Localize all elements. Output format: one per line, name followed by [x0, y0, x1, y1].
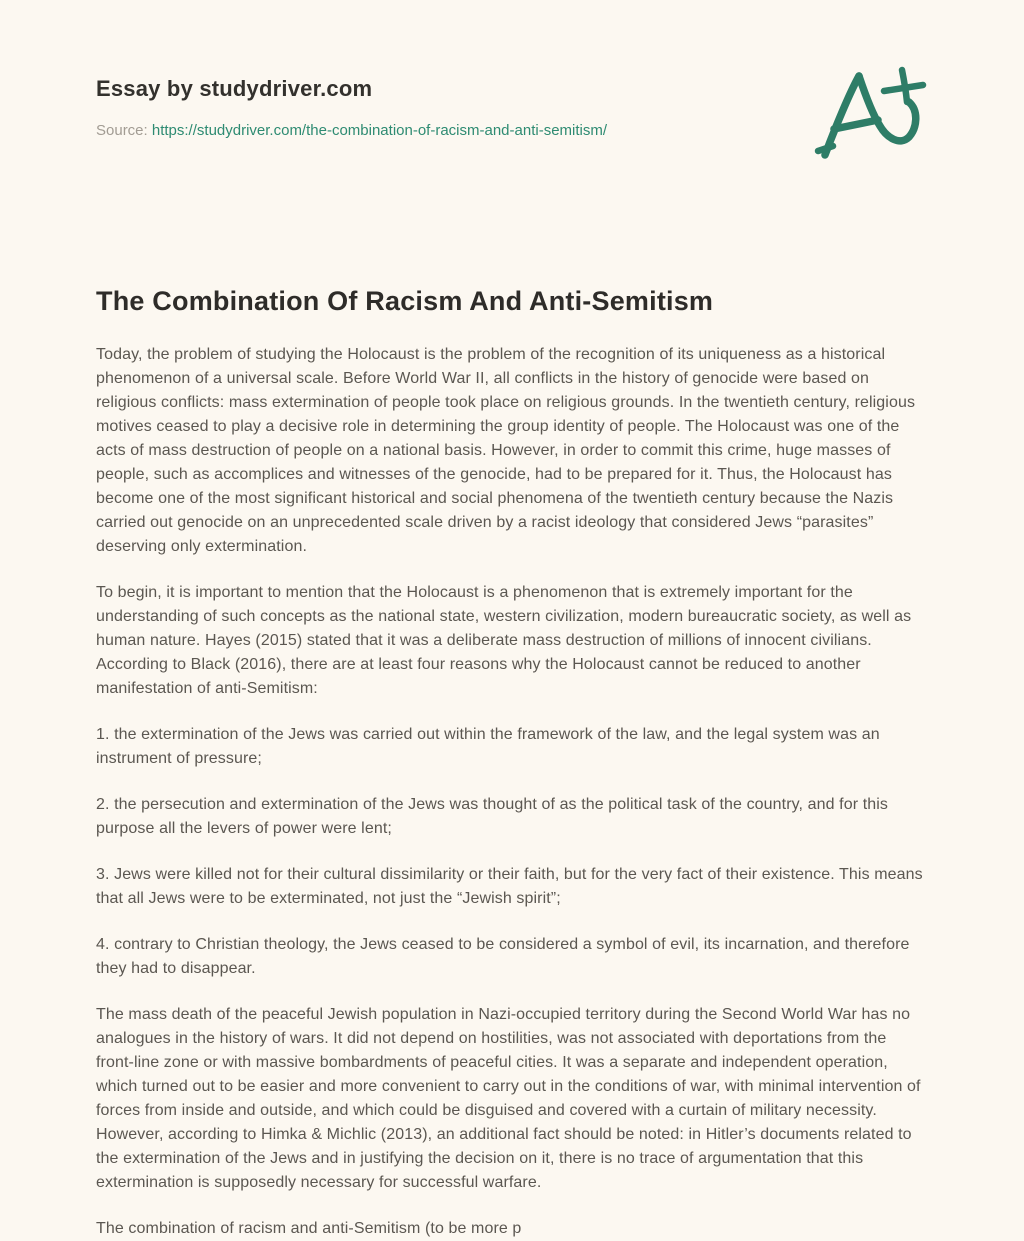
essay-paragraph: To begin, it is important to mention that the Holocaust is a phenomenon that is extremely important for the understanding of such concepts as the national state, western civilization, modern bureaucratic society, as well as human nature. Hayes (2015) stated that it was a deliberate mass destruction of millions of innocent civilians. According to Black (2016), there are at least four reasons why the Holocaust cannot be reduced to another manifestation of anti-Semitism:	[96, 584, 912, 697]
source-link[interactable]: https://studydriver.com/the-combination-of-racism-and-anti-semitism/	[151, 122, 608, 139]
essay-paragraph: 1. the extermination of the Jews was carried out within the framework of the law, and the legal system was an instrument of pressure;	[96, 726, 880, 767]
essay-paragraph: The mass death of the peaceful Jewish population in Nazi-occupied territory during the Second World War has no analogues in the history of wars. It did not depend on hostilities, was not associated with deportations from the front-line zone or with massive bombardments of peaceful cities. It was a separate and independent operation, which turned out to be easier and more convenient to carry out in the conditions of war, with minimal intervention of forces from inside and outside, and which could be disguised and covered with a curtain of military necessity. However, according to Himka & Michlic (2013), an additional fact should be noted: in Hitler’s documents related to the extermination of the Jews and in justifying the decision on it, there is no trace of argumentation that this extermination is supposedly necessary for successful warfare.	[96, 1006, 921, 1191]
essay-paragraph: 4. contrary to Christian theology, the Jews ceased to be considered a symbol of evil, its incarnation, and therefore they had to disappear.	[96, 936, 910, 977]
document-main	[96, 286, 928, 1241]
header-text-block	[96, 76, 607, 139]
essay-body	[96, 343, 928, 1241]
essay-paragraph: 2. the persecution and extermination of the Jews was thought of as the political task of the country, and for this purpose all the levers of power were lent;	[96, 796, 888, 837]
document-header	[96, 0, 928, 172]
source-line	[96, 122, 607, 139]
essay-paragraph: 3. Jews were killed not for their cultural dissimilarity or their faith, but for the very fact of their existence. This means that all Jews were to be exterminated, not just the “Jewish spirit”;	[96, 866, 923, 907]
source-label: Source:	[96, 122, 148, 139]
a-plus-logo-icon	[806, 62, 928, 172]
essay-title: The Combination Of Racism And Anti-Semitism	[96, 286, 714, 316]
essay-paragraph: Today, the problem of studying the Holocaust is the problem of the recognition of its uniqueness as a historical phenomenon of a universal scale. Before World War II, all conflicts in the history of genocide were based on religious conflicts: mass extermination of people took place on religious grounds. In the twentieth century, religious motives ceased to play a decisive role in determining the group identity of people. The Holocaust was one of the acts of mass destruction of people on a national basis. However, in order to commit this crime, huge masses of people, such as accomplices and witnesses of the genocide, had to be prepared for it. Thus, the Holocaust has become one of the most significant historical and social phenomena of the twentieth century because the Nazis carried out genocide on an unprecedented scale driven by a racist ideology that considered Jews “parasites” deserving only extermination.	[96, 346, 916, 555]
byline: Essay by studydriver.com	[96, 76, 373, 101]
essay-paragraph: The combination of racism and anti-Semitism (to be more p	[96, 1220, 522, 1237]
